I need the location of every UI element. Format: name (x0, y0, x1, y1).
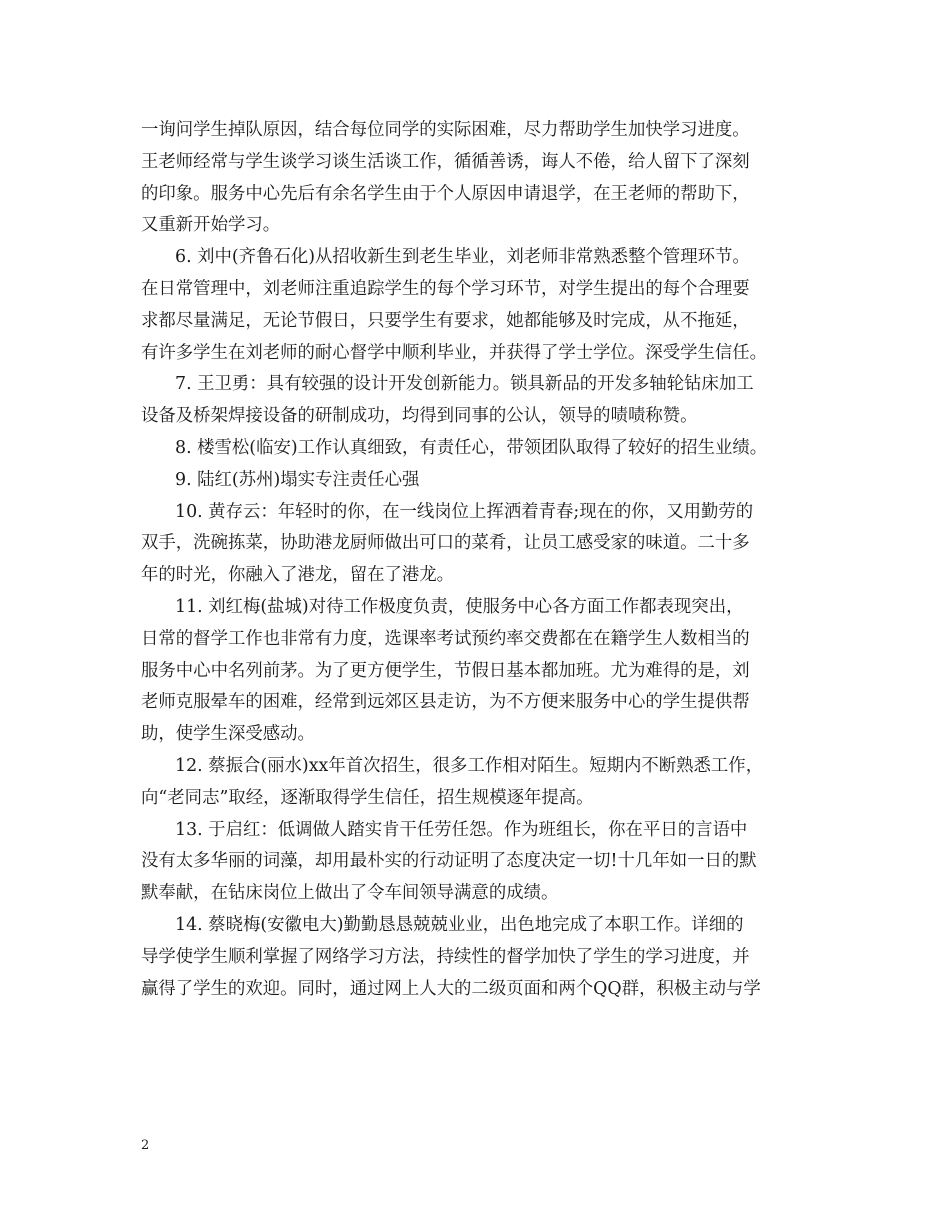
text-line: 向“老同志”取经，逐渐取得学生信任，招生规模逐年提高。 (141, 787, 594, 808)
text-line: 设备及桥架焊接设备的研制成功，均得到同事的公认，领导的啧啧称赞。 (141, 406, 698, 427)
text-line: 8. 楼雪松(临安)工作认真细致，有责任心，带领团队取得了较好的招生业绩。 (175, 437, 768, 458)
text-line: 7. 王卫勇：具有较强的设计开发创新能力。锁具新品的开发多轴轮钻床加工 (175, 374, 754, 395)
text-line: 没有太多华丽的词藻，却用最朴实的行动证明了态度决定一切!十几年如一日的默 (141, 851, 757, 872)
text-line: 王老师经常与学生谈学习谈生活谈工作，循循善诱，诲人不倦，给人留下了深刻 (141, 151, 750, 172)
text-line: 导学使学生顺利掌握了网络学习方法，持续性的督学加快了学生的学习进度，并 (141, 946, 750, 967)
text-line: 10. 黄存云：年轻时的你，在一线岗位上挥洒着青春;现在的你，又用勤劳的 (175, 501, 754, 522)
text-line: 年的时光，你融入了港龙，留在了港龙。 (141, 565, 455, 586)
text-line: 14. 蔡晓梅(安徽电大)勤勤恳恳兢兢业业，出色地完成了本职工作。详细的 (175, 914, 744, 935)
body-text (141, 115, 821, 1005)
text-line: 11. 刘红梅(盐城)对待工作极度负责，使服务中心各方面工作都表现突出， (175, 596, 744, 617)
text-line: 9. 陆红(苏州)塌实专注责任心强 (175, 469, 420, 490)
text-line: 日常的督学工作也非常有力度，选课率考试预约率交费都在在籍学生人数相当的 (141, 628, 750, 649)
text-line: 6. 刘中(齐鲁石化)从招收新生到老生毕业，刘老师非常熟悉整个管理环节。 (175, 247, 750, 268)
text-line: 求都尽量满足，无论节假日，只要学生有要求，她都能够及时完成，从不拖延， (141, 310, 750, 331)
text-line: 双手，洗碗拣菜，协助港龙厨师做出可口的菜肴，让员工感受家的味道。二十多 (141, 533, 750, 554)
text-line: 有许多学生在刘老师的耐心督学中顺利毕业，并获得了学士学位。深受学生信任。 (141, 342, 768, 363)
text-line: 服务中心中名列前茅。为了更方便学生，节假日基本都加班。尤为难得的是，刘 (141, 660, 750, 681)
text-line: 赢得了学生的欢迎。同时，通过网上人大的二级页面和两个QQ群，积极主动与学 (141, 978, 761, 999)
text-line: 12. 蔡振合(丽水)xx年首次招生，很多工作相对陌生。短期内不断熟悉工作， (175, 755, 764, 776)
page-number: 2 (141, 1138, 150, 1153)
text-line: 在日常管理中，刘老师注重追踪学生的每个学习环节，对学生提出的每个合理要 (141, 278, 750, 299)
text-line: 助，使学生深受感动。 (141, 724, 315, 745)
text-line: 又重新开始学习。 (141, 215, 281, 236)
text-line: 老师克服晕车的困难，经常到远郊区县走访，为不方便来服务中心的学生提供帮 (141, 692, 750, 713)
text-line: 13. 于启红：低调做人踏实肯干任劳任怨。作为班组长，你在平日的言语中 (175, 819, 748, 840)
text-line: 默奉献，在钻床岗位上做出了令车间领导满意的成绩。 (141, 883, 559, 904)
text-line: 的印象。服务中心先后有余名学生由于个人原因申请退学，在王老师的帮助下， (141, 183, 750, 204)
text-line: 一询问学生掉队原因，结合每位同学的实际困难，尽力帮助学生加快学习进度。 (141, 120, 750, 140)
